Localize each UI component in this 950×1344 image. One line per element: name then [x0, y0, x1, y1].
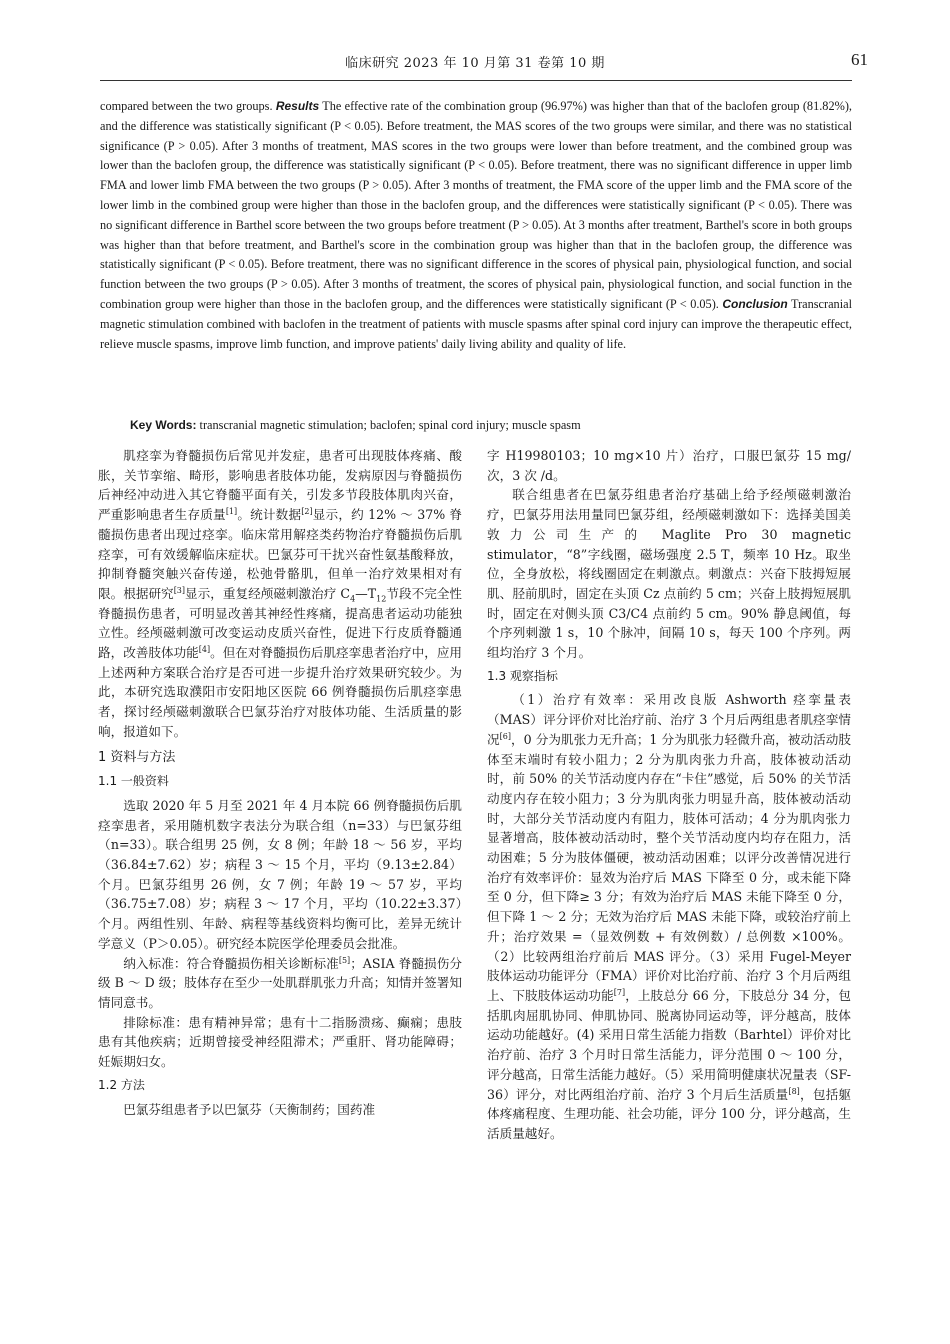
- obs-text-4: ，包括躯体疼痛程度、生理功能、社会功能，评分 100 分，评分越高，生活质量越好。: [487, 1086, 852, 1141]
- subsection-heading-1-2: 1.2 方法: [98, 1077, 145, 1092]
- conclusion-label: Conclusion: [722, 296, 788, 311]
- right-column: [487, 446, 851, 1144]
- left-column: [98, 446, 462, 1119]
- subscript-c4: 4: [350, 594, 356, 604]
- header-divider: [100, 80, 852, 81]
- keywords-label: Key Words:: [130, 418, 197, 432]
- citation-7: [7]: [613, 987, 626, 997]
- citation-5: [5]: [338, 955, 351, 965]
- english-abstract: [100, 97, 852, 354]
- intro-paragraph: [98, 446, 462, 742]
- section-heading-1: 1 资料与方法: [98, 749, 176, 765]
- inclusion-text-2: ；ASIA 脊髓损伤分级 B ～ D 级；肢体存在至少一处肌群肌张力升高；知情并签署知情同意书。: [98, 955, 463, 1010]
- conclusion-text: Transcranial magnetic stimulation combined with baclofen in the treatment of patients with muscle spasms after spinal cord injury can improve the therapeutic effect, relieve muscle spasms, improve limb function, and improve patients' daily living ability and quality of life.: [100, 296, 853, 351]
- inclusion-criteria: [98, 954, 462, 1013]
- subsection-heading-1-1: 1.1 一般资料: [98, 774, 169, 789]
- obs-text-2: ，0 分为肌张力无升高；1 分为肌张力轻微升高，被动活动肢体至末端时有较小阻力；2 分为肌肉张力升高，肢体被动活动时，前 50% 的关节活动度内存在“卡住”感觉，后 50% 的关节活动度内存在较小阻力；3 分为肌肉张力明显升高，肢体被动活动时，大部分关节活动度内有阻力，肢体可活动；4 分为肌肉张力显著增高，肢体被动活动时，整个关节活动度内均存在阻力，活动困难；5 分为肢体僵硬，被动活动困难；以评分改善情况进行治疗有效率评价：显效为治疗后 MAS 下降至 0 分，或未能下降至 0 分，但下降≥ 3 分；有效为治疗后 MAS 未能下降至 0 分，但下降 1 ～ 2 分；无效为治疗后 MAS 未能下降，或较治疗前上升；治疗效果 =（显效例数 + 有效例数）/ 总例数 ×100%。（2）比较两组治疗前后 MAS 评分。（3）采用 Fugel-Meyer 肢体运动功能评分（FMA）评价对比治疗前、治疗 3 个月后两组上、下肢肢体运动功能: [487, 731, 851, 1003]
- citation-4: [4]: [198, 644, 211, 654]
- citation-6: [6]: [499, 731, 511, 741]
- intro-text-2: 。统计数据: [237, 507, 302, 523]
- subscript-t12: 12: [376, 594, 387, 604]
- inclusion-text-1: 纳入标准：符合脊髓损伤相关诊断标准: [123, 955, 339, 971]
- intro-text-6: 节段不完全性脊髓损伤患者，可明显改善其神经性疼痛，提高患者运动功能独立性。经颅磁刺激可改变运动皮质兴奋性，促进下行皮质脊髓通路，改善肢体功能: [98, 585, 463, 661]
- obs-text-1: （1）治疗有效率：采用改良版 Ashworth 痉挛量表（MAS）评分评价对比治疗前、治疗 3 个月后两组患者肌痉挛情况: [487, 692, 851, 747]
- exclusion-criteria: 排除标准：患有精神异常；患有十二指肠溃疡、癫痫；患肢患有其他疾病；近期曾接受神经阻滞术；严重肝、肾功能障碍；妊娠期妇女。: [98, 1014, 462, 1070]
- intro-text-3: 显示，约 12% ～ 37% 脊髓损伤患者出现过痉挛。临床常用解痉类药物治疗脊髓损伤后肌痉挛，可有效缓解临床症状。巴氯芬可干扰兴奋性氨基酸释放，抑制脊髓突触兴奋传递，松弛骨骼肌，但单一治疗效果相对有限。根据研究: [98, 507, 463, 601]
- keywords-text: transcranial magnetic stimulation; baclofen; spinal cord injury; muscle spasm: [199, 418, 581, 432]
- intro-text-7: 。但在对脊髓损伤后肌痉挛患者治疗中，应用上述两种方案联合治疗是否可进一步提升治疗效果研究较少。为此，本研究选取濮阳市安阳地区医院 66 例脊髓损伤后肌痉挛患者，探讨经颅磁刺激联合巴氯芬治疗对肢体功能、生活质量的影响，报道如下。: [98, 645, 463, 739]
- results-text: The effective rate of the combination group (96.97%) was higher than that of the baclofen group (81.82%), and the difference was statistically significant (P < 0.05). Before treatment, the MAS scores of the two groups were similar, and there was no statistical significance (P > 0.05). After 3 months of treatment, MAS scores in the two groups were lower than before treatment, and the combined group was lower than the baclofen group, the difference was statistically significant (P < 0.05). Before treatment, there was no significant difference in upper limb FMA and lower limb FMA between the two groups (P > 0.05). After 3 months of treatment, the FMA score of the upper limb and the FMA score of the lower limb in the combined group were higher than those in the baclofen group, and the differences were statistically significant (P < 0.05). There was no significant difference in Barthel score between the two groups before treatment (P > 0.05). At 3 months after treatment, Barthel's score in both groups was higher than that before treatment, and Barthel's score in the combination group was higher than that in the baclofen group, the difference was statistically significant (P < 0.05). Before treatment, there was no significant difference in the scores of physical pain, physiological function, and social function between the two groups (P > 0.05). After 3 months of treatment, the scores of physical pain, physiological function, and social function in the combination group were higher than those in the baclofen group, and the differences were statistically significant (P < 0.05).: [100, 99, 853, 311]
- journal-header: 临床研究 2023 年 10 月第 31 卷第 10 期: [345, 56, 605, 71]
- results-label: Results: [275, 99, 320, 113]
- citation-3: [3]: [173, 585, 186, 595]
- citation-1: [1]: [225, 506, 238, 516]
- general-data-paragraph: 选取 2020 年 5 月至 2021 年 4 月本院 66 例脊髓损伤后肌痉挛患者，采用随机数字表法分为联合组（n=33）与巴氯芬组（n=33）。联合组男 25 例，女 8 例；年龄 18 ～ 56 岁，平均（36.84±7.62）岁；病程 3 ～ 15 个月，平均（9.13±2.84）个月。巴氯芬组男 26 例，女 7 例；年龄 19 ～ 57 岁，平均（36.75±7.08）岁；病程 3 ～ 17 个月，平均（10.22±3.37）个月。两组性别、年龄、病程等基线资料均衡可比，差异无统计学意义（P＞0.05）。研究经本院医学伦理委员会批准。: [98, 797, 462, 951]
- observation-indicators-paragraph: [487, 690, 851, 1143]
- combination-method-paragraph: 联合组患者在巴氯芬组患者治疗基础上给予经颅磁刺激治疗，巴氯芬用法用量同巴氯芬组，经颅磁刺激如下：选择美国美敦力公司生产的 Maglite Pro 30 magnetic stimulator，“8”字线圈，磁场强度 2.5 T，频率 10 Hz。取坐位，全身放松，将线圈固定在刺激点。刺激点：兴奋下肢拇短展肌、胫前肌时，固定在头顶 Cz 点前约 5 cm；兴奋上肢拇短展肌时，固定在对侧头顶 C3/C4 点前约 5 cm。90% 静息阈值，每个序列刺激 1 s，10 个脉冲，间隔 10 s，每天 100 个序列。两组均治疗 3 个月。: [487, 487, 851, 661]
- citation-2: [2]: [301, 506, 313, 516]
- intro-text-1: 肌痉挛为脊髓损伤后常见并发症，患者可出现肢体疼痛、酸胀，关节挛缩、畸形，影响患者肢体功能，发病原因与脊髓损伤后神经冲动进入其它脊髓平面有关，引发多节段肢体肌肉兴奋，严重影响患者生存质量: [98, 448, 462, 523]
- method-paragraph-start: 巴氯芬组患者予以巴氯芬（天衡制药；国药准: [123, 1101, 376, 1117]
- citation-8: [8]: [788, 1086, 800, 1096]
- intro-text-4: 显示，重复经颅磁刺激治疗 C: [185, 585, 351, 601]
- obs-text-3: ，上肢总分 66 分，下肢总分 34 分，包括肌肉屈肌协同、伸肌协同、脱离协同运动等，评分越高，肢体运动功能越好。(4) 采用日常生活能力指数（Barhtel）评价对比治疗前、治疗 3 个月时日常生活能力，评分范围 0 ～ 100 分，评分越高，日常生活能力越好。（5）采用简明健康状况量表（SF-36）评分，对比两组治疗前、治疗 3 个月后生活质量: [487, 987, 851, 1102]
- page-number: 61: [851, 50, 868, 69]
- method-paragraph-continued: 字 H19980103；10 mg×10 片）治疗，口服巴氯芬 15 mg/ 次，3 次 /d。: [487, 448, 851, 483]
- subsection-heading-1-3: 1.3 观察指标: [487, 668, 558, 683]
- keywords: [130, 416, 852, 435]
- intro-text-5: —T: [355, 585, 377, 601]
- abstract-methods-tail: compared between the two groups.: [100, 99, 273, 113]
